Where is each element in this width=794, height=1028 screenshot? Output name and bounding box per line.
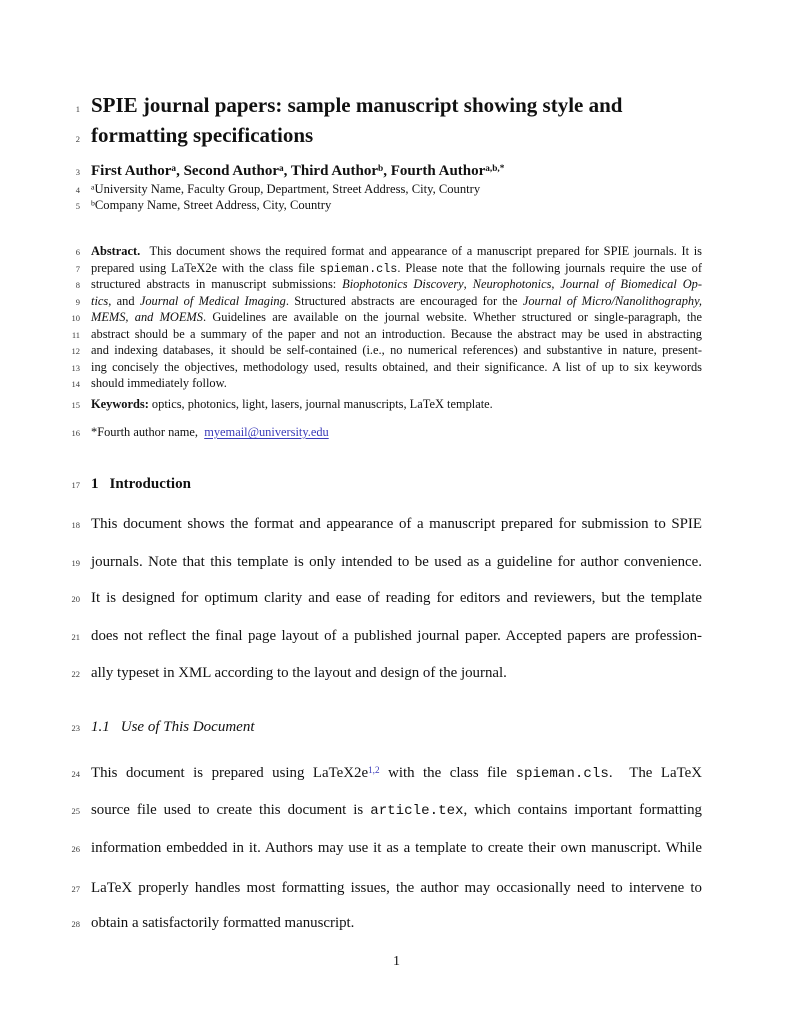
doc-line-24	[62, 765, 702, 783]
text-segment: . The LaTeX	[608, 765, 702, 781]
line-content	[91, 328, 702, 342]
line-number: 17	[71, 480, 80, 490]
text-segment: formatting specifications	[91, 123, 314, 147]
line-number: 4	[75, 185, 80, 195]
line-content	[91, 262, 702, 276]
text-segment: journals. Note that this template is only intended to be used as a guideline for author convenience.	[91, 554, 702, 570]
line-content	[91, 361, 702, 375]
line-content	[91, 665, 702, 682]
line-number: 5	[75, 201, 80, 211]
text-segment: Use of This Document	[120, 719, 255, 735]
line-content	[91, 94, 702, 118]
line-number: 14	[71, 379, 80, 389]
text-segment: Keywords:	[91, 397, 149, 411]
doc-line-11	[62, 328, 702, 342]
line-content	[91, 590, 702, 607]
text-segment: Journal of Biomedical Op-	[560, 277, 702, 291]
doc-line-12	[62, 344, 702, 358]
doc-line-13	[62, 361, 702, 375]
text-segment: 1	[91, 476, 99, 492]
citation-ref: 1,2	[368, 765, 380, 776]
doc-line-23	[62, 719, 702, 736]
page-number: 1	[393, 954, 400, 969]
text-segment: , Second Author	[176, 163, 280, 179]
text-segment: This document shows the required format and appearance of a manuscript prepared for SPIE journals. It is	[140, 244, 702, 258]
text-segment: obtain a satisfactorily formatted manuscript.	[91, 915, 355, 931]
doc-line-27	[62, 880, 702, 897]
doc-line-16	[62, 426, 702, 440]
text-segment: SPIE journal papers: sample manuscript showing style and	[91, 93, 623, 117]
doc-line-7	[62, 262, 702, 276]
doc-line-15	[62, 398, 702, 412]
line-content	[91, 398, 702, 412]
text-segment: ,	[551, 277, 561, 291]
line-number: 18	[71, 520, 80, 530]
text-segment: abstract should be a summary of the paper and not an introduction. Because the abstract may be used in abstracting	[91, 327, 702, 341]
text-segment: 1.1	[91, 719, 110, 735]
doc-line-19	[62, 554, 702, 571]
text-segment: Company Name, Street Address, City, Country	[94, 198, 332, 212]
text-segment: spieman.cls	[515, 766, 609, 782]
text-segment: ing concisely the objectives, methodology used, results obtained, and their significance. A list of up to six keywords	[91, 360, 702, 374]
doc-line-28	[62, 915, 702, 932]
doc-line-26	[62, 840, 702, 857]
line-content	[91, 311, 702, 325]
doc-line-1	[62, 94, 702, 118]
doc-line-9	[62, 295, 702, 309]
email-link[interactable]: myemail@university.edu	[204, 425, 329, 439]
line-number: 2	[75, 134, 80, 144]
text-segment: *Fourth author name,	[91, 425, 205, 439]
line-content	[91, 802, 702, 820]
line-content	[91, 245, 702, 259]
line-content	[91, 554, 702, 571]
doc-line-2	[62, 124, 702, 148]
text-segment: a	[279, 164, 284, 175]
text-segment: ,	[463, 277, 473, 291]
line-content	[91, 426, 702, 440]
text-segment: with the class file	[379, 765, 516, 781]
line-content	[91, 628, 702, 645]
line-number: 26	[71, 844, 80, 854]
text-segment: Introduction	[109, 476, 191, 492]
line-content	[91, 163, 702, 180]
doc-line-14	[62, 377, 702, 391]
doc-line-20	[62, 590, 702, 607]
line-number: 6	[75, 247, 80, 257]
line-content	[91, 840, 702, 857]
text-segment: and indexing databases, it should be self-contained (i.e., no numerical references) and substantive in nature, present-	[91, 343, 702, 357]
line-content	[91, 278, 702, 292]
line-number: 10	[71, 313, 80, 323]
line-content	[91, 344, 702, 358]
text-segment: a,b,*	[485, 164, 505, 175]
doc-line-17	[62, 476, 702, 493]
doc-line-25	[62, 802, 702, 820]
text-segment: article.tex	[370, 803, 464, 819]
text-segment: ally typeset in XML according to the layout and design of the journal.	[91, 665, 507, 681]
text-segment: First Author	[91, 163, 172, 179]
line-content	[91, 198, 702, 212]
text-segment: structured abstracts in manuscript submissions:	[91, 277, 343, 291]
text-segment: source file used to create this document is	[91, 802, 371, 818]
line-number: 20	[71, 594, 80, 604]
line-number: 27	[71, 884, 80, 894]
text-segment: . Guidelines are available on the journal website. Whether structured or single-paragraph, the	[202, 310, 702, 324]
doc-line-3	[62, 163, 702, 180]
doc-line-5	[62, 198, 702, 212]
line-number: 15	[71, 400, 80, 410]
text-segment: It is designed for optimum clarity and ease of reading for editors and reviewers, but the template	[91, 590, 702, 606]
line-number: 25	[71, 806, 80, 816]
line-number: 21	[71, 632, 80, 642]
line-number: 16	[71, 428, 80, 438]
line-content	[91, 182, 702, 196]
line-content	[91, 476, 702, 493]
text-segment: b	[378, 164, 384, 175]
line-content	[91, 377, 702, 391]
line-number: 12	[71, 346, 80, 356]
doc-line-10	[62, 311, 702, 325]
text-segment: LaTeX properly handles most formatting issues, the author may occasionally need to intervene to	[91, 880, 702, 896]
text-segment: should immediately follow.	[91, 376, 227, 390]
text-segment: . Structured abstracts are encouraged for the	[285, 294, 523, 308]
line-number: 3	[75, 167, 80, 177]
text-segment: spieman.cls	[319, 262, 398, 276]
text-segment: , Third Author	[283, 163, 379, 179]
line-content	[91, 124, 702, 148]
text-segment: This document is prepared using LaTeX2e	[91, 765, 369, 781]
line-number: 24	[71, 769, 80, 779]
line-number: 7	[75, 264, 80, 274]
text-segment: , and	[108, 294, 140, 308]
line-number: 22	[71, 669, 80, 679]
doc-line-4	[62, 182, 702, 196]
text-segment: Biophotonics Discovery	[342, 277, 464, 291]
text-segment: Journal of Medical Imaging	[139, 294, 286, 308]
line-number: 11	[71, 330, 80, 340]
text-segment: does not reflect the final page layout of a published journal paper. Accepted papers are profession-	[91, 628, 702, 644]
text-segment: Abstract.	[91, 244, 141, 258]
text-segment: b	[91, 198, 95, 208]
line-content	[91, 880, 702, 897]
line-content	[91, 765, 702, 783]
text-segment: Journal of Micro/Nanolithography,	[522, 294, 703, 308]
line-number: 9	[75, 297, 80, 307]
text-segment: . Please note that the following journals require the use of	[397, 261, 702, 275]
text-segment: This document shows the format and appearance of a manuscript prepared for submission to SPIE	[91, 516, 702, 532]
doc-line-6	[62, 245, 702, 259]
line-number: 19	[71, 558, 80, 568]
line-content	[91, 719, 702, 736]
line-content	[91, 295, 702, 309]
text-segment: MEMS, and MOEMS	[91, 310, 203, 324]
text-segment: optics, photonics, light, lasers, journal manuscripts, LaTeX template.	[148, 397, 493, 411]
line-number: 23	[71, 723, 80, 733]
line-number: 13	[71, 363, 80, 373]
line-content	[91, 516, 702, 533]
line-content	[91, 915, 702, 932]
line-number: 28	[71, 919, 80, 929]
text-segment: Neurophotonics	[472, 277, 552, 291]
text-segment: a	[171, 164, 177, 175]
text-segment: , Fourth Author	[383, 163, 486, 179]
text-segment: a	[91, 182, 95, 192]
text-segment: prepared using LaTeX2e with the class file	[91, 261, 320, 275]
doc-line-21	[62, 628, 702, 645]
doc-line-22	[62, 665, 702, 682]
doc-line-8	[62, 278, 702, 292]
line-number: 1	[75, 104, 80, 114]
line-number: 8	[75, 280, 80, 290]
text-segment: University Name, Faculty Group, Department, Street Address, City, Country	[94, 182, 481, 196]
text-segment: tics	[91, 294, 109, 308]
text-segment: information embedded in it. Authors may use it as a template to create their own manuscript. While	[91, 840, 702, 856]
doc-line-18	[62, 516, 702, 533]
text-segment: , which contains important formatting	[463, 802, 702, 818]
